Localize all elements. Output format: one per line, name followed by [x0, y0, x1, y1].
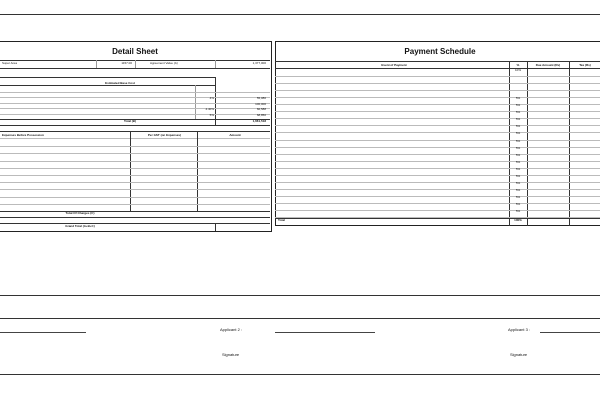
base-cost-row-line [0, 92, 270, 93]
payment-row-pct: 5% [515, 111, 521, 115]
payment-row-pct: 5% [515, 188, 521, 192]
base-cost-row-value: 68,850 [256, 113, 266, 117]
payment-row-pct: 5% [515, 160, 521, 164]
expenses-row-line [0, 175, 270, 176]
expenses-row-line [0, 197, 270, 198]
grand-total-label: Grand Total (A+B+C) [65, 225, 95, 228]
payment-row-line [275, 104, 600, 105]
payment-row-line [275, 175, 600, 176]
expenses-row-line [0, 146, 270, 147]
payment-row-pct: 5% [515, 174, 521, 178]
payment-row-line [275, 196, 600, 197]
payment-col-tax: Tax (Rs) [579, 63, 591, 67]
top-divider-1 [96, 60, 97, 68]
expenses-header-gst: Per GST (on Expenses) [147, 133, 182, 137]
payment-col-divider-1 [509, 61, 510, 226]
base-cost-row-value: 60,588 [256, 108, 266, 111]
grand-total-divider [215, 223, 216, 231]
payment-row-line [275, 140, 600, 141]
payment-row-line [275, 168, 600, 169]
top-border [0, 14, 600, 15]
base-cost-total-value: 1,661,518 [252, 120, 266, 123]
base-cost-row-value: 55,080 [256, 97, 266, 100]
payment-row-pct: 5% [515, 181, 521, 185]
payment-total-pct: 100% [514, 219, 522, 222]
payment-row-line [275, 97, 600, 98]
payment-row-pct: 5% [515, 210, 521, 213]
payment-total-label: Total [278, 219, 285, 222]
expenses-row-line [0, 153, 270, 154]
payment-row-pct: 10% [514, 69, 521, 72]
super-area-value: 1157.00 [121, 62, 132, 65]
payment-row-line [275, 111, 600, 112]
applicant2-label: Applicant 2 : [220, 327, 243, 332]
payment-schedule-title: Payment Schedule [404, 47, 476, 56]
payment-row-line [275, 161, 600, 162]
middle-border [0, 295, 600, 296]
applicant2-signature-line [275, 332, 375, 333]
payment-header-divider [275, 68, 600, 69]
grand-total-top [0, 223, 270, 224]
payment-title-divider [275, 61, 600, 62]
super-area-label: Super Area [2, 62, 18, 65]
payment-row-pct: 5% [515, 153, 521, 157]
expenses-total-label: Total Of Charges (C) [65, 212, 95, 215]
expenses-header-divider [0, 138, 270, 139]
expenses-header-amount: Amount [229, 133, 241, 137]
agreement-value: 1,377,000 [252, 62, 266, 65]
payment-col-event: Event of Payment [381, 63, 407, 67]
base-cost-row-qty: 4.40% [205, 108, 214, 111]
payment-row-pct: 5% [515, 139, 521, 143]
agreement-value-label: Agreement Value (A) [150, 62, 178, 65]
base-cost-row-value: 100,000 [255, 102, 266, 106]
expenses-header-top [0, 131, 270, 132]
base-cost-section-title: Estimated Base Cost [105, 81, 135, 85]
top-divider-3 [215, 60, 216, 68]
top-row-divider [0, 68, 270, 69]
payment-row-pct: 5% [515, 132, 521, 136]
payment-row-line [275, 118, 600, 119]
payment-row-line [275, 203, 600, 204]
payment-col-due: Due Amount (Rs) [535, 63, 561, 67]
payment-row-pct: 5% [515, 167, 521, 171]
signature-top-border [0, 318, 600, 319]
base-cost-title-divider [0, 85, 215, 86]
base-cost-bottom-line [0, 125, 270, 126]
expenses-row-line [0, 182, 270, 183]
expenses-row-line [0, 189, 270, 190]
payment-row-pct: 5% [515, 146, 521, 150]
payment-row-pct: 5% [515, 125, 521, 129]
base-cost-row-qty: 5% [209, 113, 214, 117]
payment-row-pct: 5% [515, 97, 521, 101]
expenses-header-label: Expenses Before Possession [2, 133, 44, 137]
expenses-col-divider-1 [130, 131, 131, 211]
applicant2-signature-caption: Signature [222, 352, 240, 357]
payment-col-pct: % [516, 63, 520, 67]
expenses-bottom-line [0, 217, 270, 218]
expenses-row-line [0, 204, 270, 205]
payment-row-line [275, 125, 600, 126]
base-cost-row-qty: 4% [209, 97, 214, 100]
payment-row-line [275, 154, 600, 155]
base-cost-right-border [215, 77, 216, 125]
bottom-border [0, 374, 600, 375]
payment-row-line [275, 189, 600, 190]
payment-row-line [275, 132, 600, 133]
applicant3-signature-caption: Signature [510, 352, 528, 357]
expenses-row-line [0, 161, 270, 162]
payment-row-line [275, 83, 600, 84]
payment-row-line [275, 210, 600, 211]
payment-row-line [275, 147, 600, 148]
payment-row-line [275, 182, 600, 183]
payment-row-line [275, 76, 600, 77]
applicant3-label: Applicant 3 : [508, 327, 531, 332]
applicant1-signature-line [0, 332, 86, 333]
expenses-col-divider-2 [197, 131, 198, 211]
top-divider-2 [135, 60, 136, 68]
payment-total-divider [275, 218, 600, 219]
payment-col-divider-2 [527, 61, 528, 226]
payment-col-divider-3 [569, 61, 570, 226]
payment-row-pct: 5% [515, 195, 521, 199]
expenses-row-line [0, 168, 270, 169]
base-cost-top-line [0, 77, 215, 78]
payment-row-pct: 5% [515, 118, 521, 122]
payment-row-line [275, 90, 600, 91]
applicant3-signature-line [540, 332, 600, 333]
base-cost-total-label: Total (B) [124, 120, 136, 123]
payment-row-pct: 5% [515, 104, 521, 108]
payment-row-pct: 5% [515, 202, 521, 206]
detail-sheet-title: Detail Sheet [112, 47, 158, 56]
